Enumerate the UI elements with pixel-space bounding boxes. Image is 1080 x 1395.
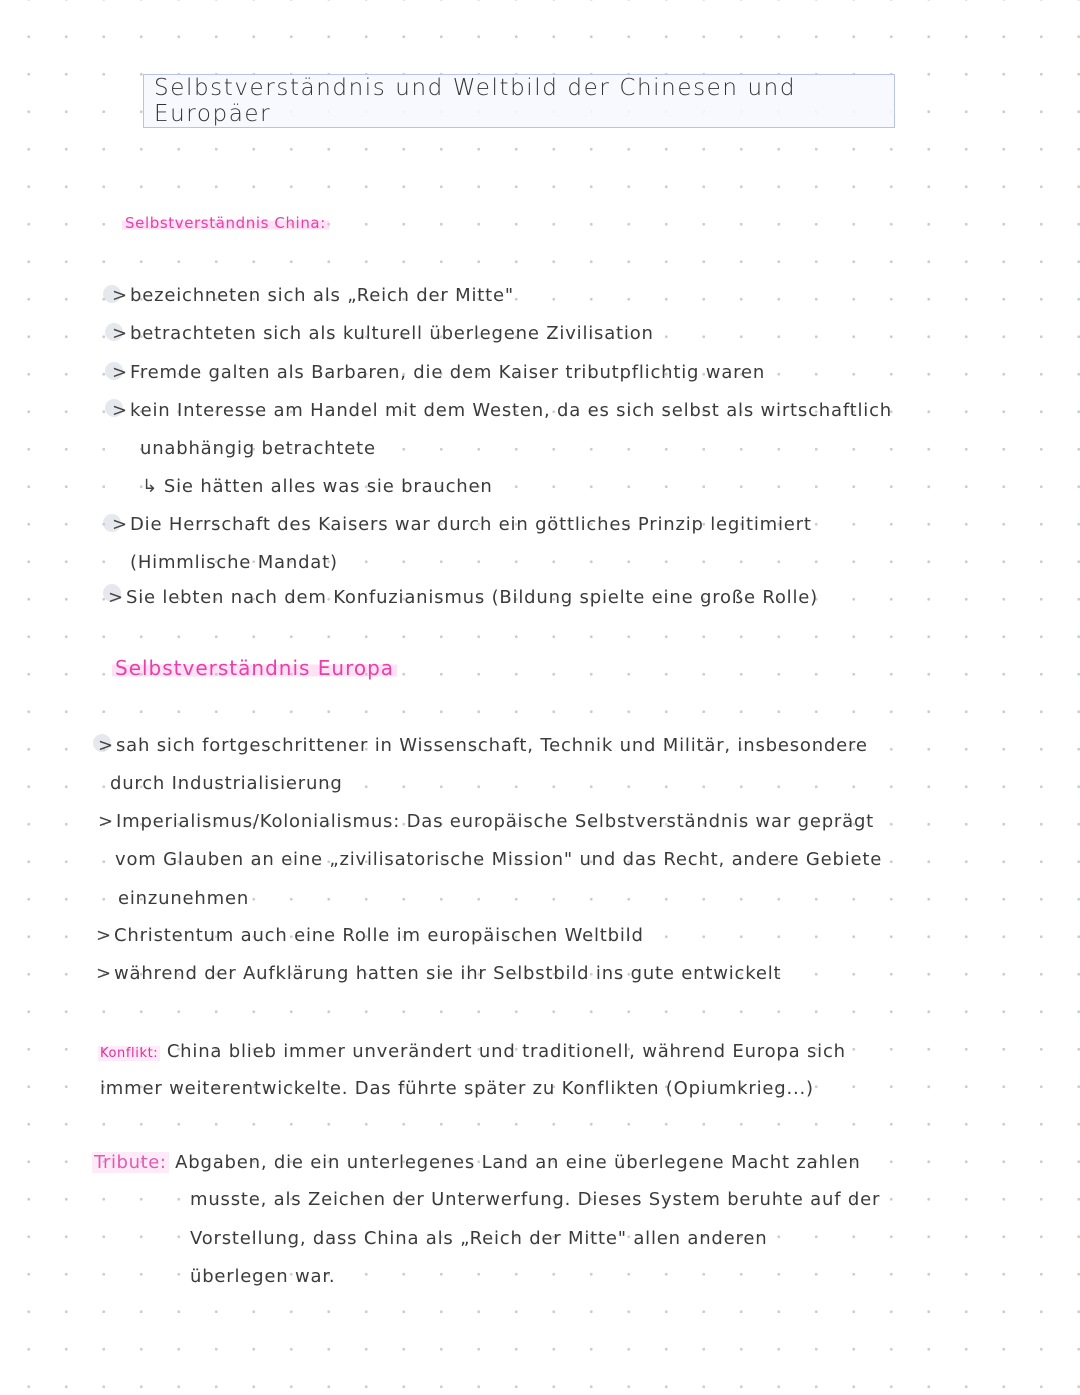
china-item-2: > betrachteten sich als kulturell überlegene Zivilisation (112, 323, 654, 344)
konflikt-line-2: immer weiterentwickelte. Das führte später zu Konflikten (Opiumkrieg...) (100, 1078, 814, 1099)
sub-arrow-icon: ↳ (142, 476, 158, 497)
tribute-line-1: Tribute: Abgaben, die ein unterlegenes Land an eine überlegene Macht zahlen (94, 1152, 861, 1173)
europa-item-3: > Christentum auch eine Rolle im europäischen Weltbild (96, 925, 644, 946)
bullet-arrow-icon: > (112, 323, 128, 344)
china-item-3: > Fremde galten als Barbaren, die dem Kaiser tributpflichtig waren (112, 362, 766, 383)
china-item-5-cont: (Himmlische Mandat) (130, 552, 338, 573)
heading-china (122, 214, 329, 232)
tribute-label: Tribute: (94, 1152, 167, 1173)
tribute-line-4: überlegen war. (190, 1266, 336, 1287)
bullet-arrow-icon: > (98, 811, 114, 832)
bullet-arrow-icon: > (112, 400, 128, 421)
europa-item-2: > Imperialismus/Kolonialismus: Das europäische Selbstverständnis war geprägt (98, 811, 875, 832)
heading-europa-text: Selbstverständnis Europa (112, 656, 397, 680)
bullet-arrow-icon: > (112, 362, 128, 383)
europa-item-2-cont2: einzunehmen (118, 888, 250, 909)
bullet-arrow-icon: > (108, 587, 124, 608)
konflikt-label: Konflikt: (100, 1046, 159, 1061)
china-item-5: > Die Herrschaft des Kaisers war durch ein göttliches Prinzip legitimiert (112, 514, 812, 535)
europa-item-1-cont: durch Industrialisierung (110, 773, 343, 794)
bullet-arrow-icon: > (96, 925, 112, 946)
title-box (143, 74, 895, 128)
konflikt-line-1: Konflikt: China blieb immer unverändert und traditionell, während Europa sich (100, 1041, 846, 1062)
china-item-1: > bezeichneten sich als „Reich der Mitte" (112, 285, 514, 306)
bullet-arrow-icon: > (96, 963, 112, 984)
china-item-4-cont: unabhängig betrachtete (140, 438, 376, 459)
tribute-line-2: musste, als Zeichen der Unterwerfung. Dieses System beruhte auf der (190, 1189, 881, 1210)
bullet-arrow-icon: > (98, 735, 114, 756)
europa-item-1: > sah sich fortgeschrittener in Wissenschaft, Technik und Militär, insbesondere (98, 735, 868, 756)
china-item-4: > kein Interesse am Handel mit dem Westen, da es sich selbst als wirtschaftlich (112, 400, 892, 421)
china-sub-item: ↳ Sie hätten alles was sie brauchen (142, 476, 493, 497)
europa-item-2-cont: vom Glauben an eine „zivilisatorische Mission" und das Recht, andere Gebiete (115, 849, 883, 870)
europa-item-4: > während der Aufklärung hatten sie ihr Selbstbild ins gute entwickelt (96, 963, 782, 984)
bullet-arrow-icon: > (112, 514, 128, 535)
bullet-arrow-icon: > (112, 285, 128, 306)
heading-china-text: Selbstverständnis China: (122, 214, 329, 232)
page-title: Selbstverständnis und Weltbild der Chinesen und Europäer (154, 75, 797, 127)
china-item-6: > Sie lebten nach dem Konfuzianismus (Bildung spielte eine große Rolle) (108, 587, 818, 608)
tribute-line-3: Vorstellung, dass China als „Reich der Mitte" allen anderen (190, 1228, 768, 1249)
heading-europa (112, 656, 397, 680)
